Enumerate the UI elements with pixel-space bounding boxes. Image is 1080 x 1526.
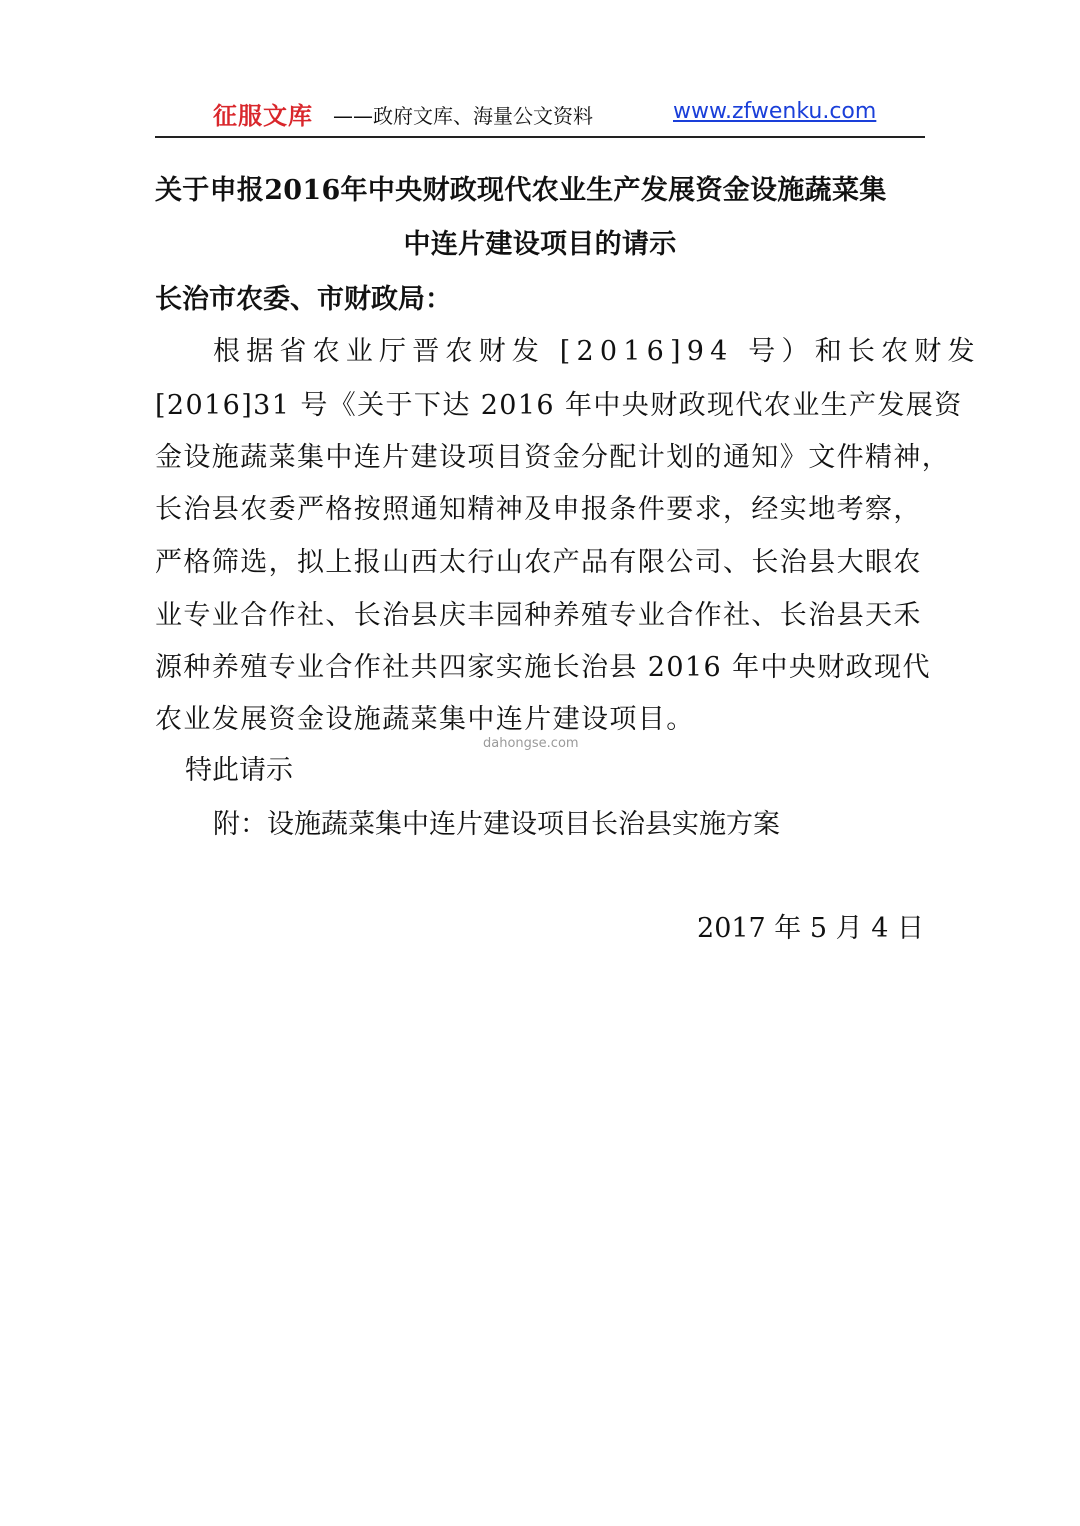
document-attachment: 附：设施蔬菜集中连片建设项目长治县实施方案 [213,809,780,840]
site-tagline: ——政府文库、海量公文资料 [333,104,593,128]
body-line: 长治县农委严格按照通知精神及申报条件要求，经实地考察， [155,494,922,525]
document-addressee: 长治市农委、市财政局： [155,284,452,315]
site-brand-logo: 征服文库 [213,102,313,130]
watermark-text: dahongse.com [483,736,579,751]
body-line: 严格筛选，拟上报山西太行山农产品有限公司、长治县大眼农 [155,547,922,578]
site-url-link[interactable]: www.zfwenku.com [673,99,877,124]
body-line: 金设施蔬菜集中连片建设项目资金分配计划的通知》文件精神， [155,442,951,473]
body-line: [2016]31 号《关于下达 2016 年中央财政现代农业生产发展资 [155,390,963,421]
body-line: 根据省农业厅晋农财发 [2016]94 号）和长农财发 [213,336,981,367]
body-line: 农业发展资金设施蔬菜集中连片建设项目。 [155,704,695,735]
document-closing: 特此请示 [185,755,293,786]
document-title-line-1: 关于申报2016年中央财政现代农业生产发展资金设施蔬菜集 [155,175,887,206]
document-title-line-2: 中连片建设项目的请示 [403,229,677,260]
body-line: 业专业合作社、长治县庆丰园种养殖专业合作社、长治县天禾 [155,600,922,631]
document-date: 2017 年 5 月 4 日 [697,913,924,944]
site-header [155,96,925,138]
body-line: 源种养殖专业合作社共四家实施长治县 2016 年中央财政现代 [155,652,931,683]
